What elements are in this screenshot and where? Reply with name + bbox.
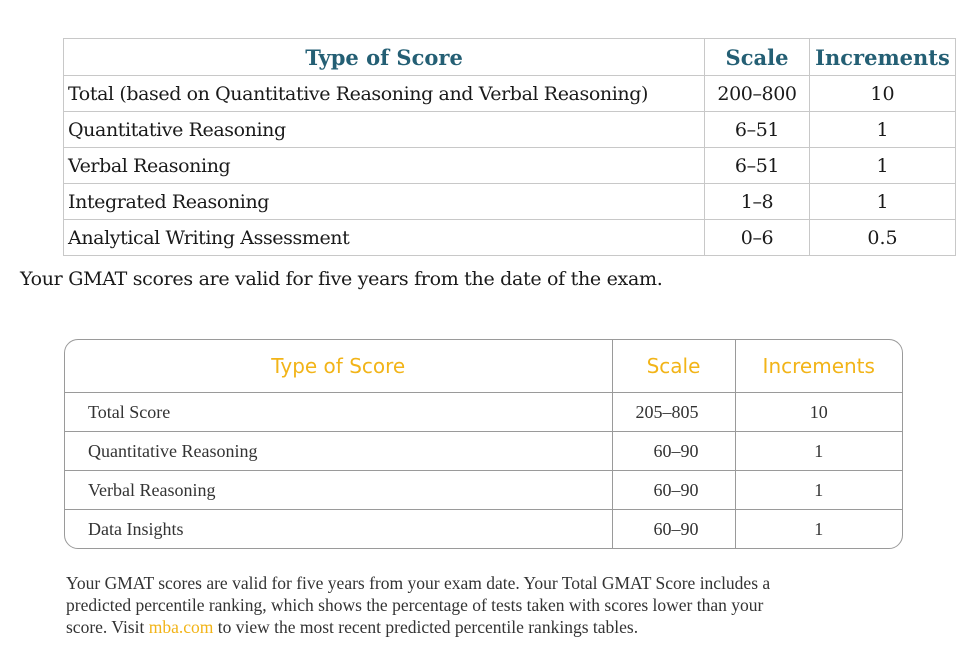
old-gmat-score-table (63, 38, 956, 256)
header-scale: Scale (705, 39, 810, 76)
score-increments: 10 (735, 393, 902, 432)
percentile-note-line-1: Your GMAT scores are valid for five years from your exam date. Your Total GMAT Score includes a (66, 573, 771, 593)
percentile-note-line-2: predicted percentile ranking, which shows the percentage of tests taken with scores lower than your (66, 595, 764, 615)
score-scale: 6–51 (705, 148, 810, 184)
score-increments: 1 (814, 518, 824, 539)
score-type: Total Score (65, 393, 612, 432)
table-row (64, 148, 956, 184)
score-type: Verbal Reasoning (65, 471, 612, 510)
score-scale: 60–90 (612, 471, 735, 510)
percentile-note (66, 572, 896, 638)
table-row (65, 471, 902, 510)
score-type: Quantitative Reasoning (65, 432, 612, 471)
score-increments: 1 (735, 471, 902, 510)
table-header-row (64, 39, 956, 76)
percentile-note-line-3-start: score. Visit (66, 617, 149, 637)
header-type-of-score: Type of Score (65, 340, 612, 393)
table-row (64, 220, 956, 256)
score-increments: 1 (735, 432, 902, 471)
header-increments: Increments (810, 39, 956, 76)
table-row (65, 510, 902, 549)
table-row (65, 432, 902, 471)
score-increments: 1 (810, 184, 956, 220)
score-scale: 0–6 (705, 220, 810, 256)
header-type-of-score: Type of Score (64, 39, 705, 76)
score-type: Verbal Reasoning (64, 148, 705, 184)
score-type: Data Insights (65, 510, 612, 549)
percentile-note-line-3-end: to view the most recent predicted percentile rankings tables. (213, 617, 639, 637)
score-increments: 1 (810, 112, 956, 148)
score-scale: 205–805 (612, 393, 735, 432)
mba-link[interactable]: mba.com (148, 617, 214, 637)
score-scale: 1–8 (705, 184, 810, 220)
score-type: Integrated Reasoning (64, 184, 705, 220)
table-header-row (65, 340, 902, 393)
percentile-note-line-3 (66, 616, 896, 638)
score-type: Total (based on Quantitative Reasoning and Verbal Reasoning) (64, 76, 705, 112)
score-type: Analytical Writing Assessment (64, 220, 705, 256)
score-increments: 0.5 (810, 220, 956, 256)
new-gmat-score-table (65, 340, 902, 548)
score-increments: 10 (810, 76, 956, 112)
score-scale: 200–800 (705, 76, 810, 112)
table-row (64, 76, 956, 112)
header-scale: Scale (612, 340, 735, 393)
table-row (65, 393, 902, 432)
score-scale: 60–90 (612, 510, 735, 549)
table-row (64, 112, 956, 148)
new-gmat-score-table-frame (64, 339, 903, 549)
score-increments: 1 (810, 148, 956, 184)
score-scale: 6–51 (705, 112, 810, 148)
validity-note: Your GMAT scores are valid for five years from the date of the exam. (20, 268, 663, 290)
score-type: Quantitative Reasoning (64, 112, 705, 148)
table-row (64, 184, 956, 220)
score-scale: 60–90 (612, 432, 735, 471)
header-increments: Increments (735, 340, 902, 393)
